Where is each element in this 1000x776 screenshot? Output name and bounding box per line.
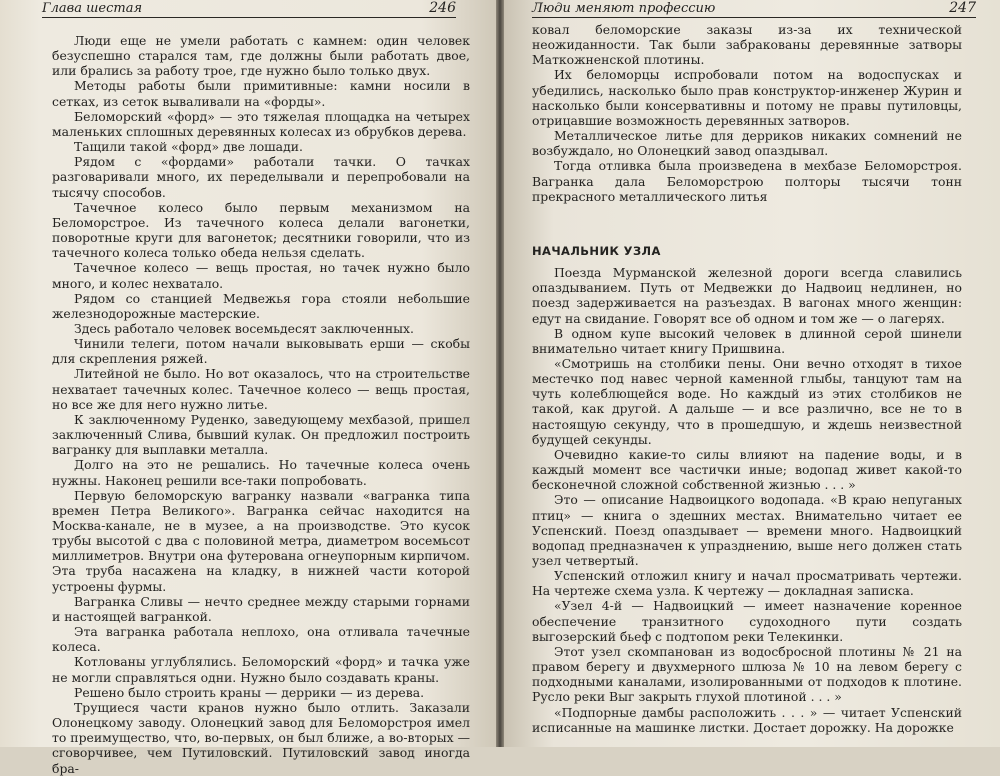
paragraph: «Узел 4-й — Надвоицкий — имеет назначение коренное обеспечение транзитного судоходного пути создать выгозерский бьеф с подтопом реки Телекинки. bbox=[532, 598, 962, 644]
paragraph: В одном купе высокий человек в длинной серой шинели внимательно читает книгу Пришвина. bbox=[532, 325, 962, 356]
left-page-number: 246 bbox=[429, 0, 456, 16]
right-chapter-title: Люди меняют профессию bbox=[532, 1, 716, 16]
paragraph: Их беломорцы испробовали потом на водоспусках и убедились, насколько было прав конструктор-инженер Журин и насколько были консервативны и потому не правы путиловцы, отрицавшие возможность деревянных затворов. bbox=[532, 67, 962, 128]
paragraph: Решено было строить краны — деррики — из дерева. bbox=[74, 684, 425, 700]
section-heading: НАЧАЛЬНИК УЗЛА bbox=[532, 243, 661, 258]
paragraph: Беломорский «форд» — это тяжелая площадка на четырех маленьких сплошных деревянных колесах из обрубков дерева. bbox=[52, 108, 470, 139]
paragraph: Металлическое литье для дерриков никаких сомнений не возбуждало, но Олонецкий завод опаздывал. bbox=[532, 128, 962, 159]
paragraph: Методы работы были примитивные: камни носили в сетках, из сеток вываливали на «форды». bbox=[52, 78, 470, 109]
paragraph: Люди еще не умели работать с камнем: один человек безуспешно старался там, где должны были работать двое, или брались за работу трое, где нужно было только двух. bbox=[52, 33, 470, 79]
left-running-head bbox=[42, 0, 456, 18]
paragraph: Тащили такой «форд» две лошади. bbox=[74, 139, 303, 155]
paragraph: Тогда отливка была произведена в мехбазе Беломорстроя. Вагранка дала Беломорстрою полторы тысячи тонн прекрасного металлического литья bbox=[532, 158, 962, 204]
paragraph: Поезда Мурманской железной дороги всегда славились опаздыванием. Путь от Медвежки до Надвоиц недлинен, но поезд задерживается на разъездах. В вагонах много женщин: едут на свидание. Говорят все об одном и том же — о лагерях. bbox=[532, 265, 962, 326]
right-page bbox=[504, 0, 1000, 747]
right-page-number: 247 bbox=[949, 0, 976, 16]
right-running-head bbox=[532, 0, 976, 18]
paragraph: «Смотришь на столбики пены. Они вечно отходят в тихое местечко под навес черной каменной глыбы, танцуют там на чуть колеблющейся воде. Но каждый из этих столбиков не такой, как другой. А дальше — и все различно, все не то в настоящую секунду, что в прошедшую, и ждешь неизвестной будущей секунды. bbox=[532, 355, 962, 447]
paragraph: Трущиеся части кранов нужно было отлить. Заказали Олонецкому заводу. Олонецкий завод для Беломорстроя имел то преимущество, что, во-первых, он был ближе, а во-вторых — сговорчивее, чем Путиловский. Путиловский завод иногда бра- bbox=[52, 699, 470, 776]
paragraph: Котлованы углублялись. Беломорский «форд» и тачка уже не могли справляться одни. Нужно было создавать краны. bbox=[52, 654, 470, 685]
paragraph: Очевидно какие-то силы влияют на падение воды, и в каждый момент все частички иные; водопад живет какой-то бесконечной сложной собственной жизнью . . . » bbox=[532, 446, 962, 493]
paragraph: Эта вагранка работала неплохо, она отливала тачечные колеса. bbox=[52, 624, 470, 655]
paragraph: Тачечное колесо — вещь простая, но тачек нужно было много, и колес нехватало. bbox=[52, 260, 470, 291]
paragraph: Это — описание Надвоицкого водопада. «В краю непуганых птиц» — книга о здешних местах. Внимательно читает ее Успенский. Поезд опаздывает — времени много. Надвоицкий водопад предназначен к упразднению, выше него должен стать узел четвертый. bbox=[532, 492, 962, 568]
paragraph: Рядом с «фордами» работали тачки. О тачках разговаривали много, их переделывали и перепробовали на тысячу способов. bbox=[52, 154, 470, 200]
paragraph: Тачечное колесо было первым механизмом на Беломорстрое. Из тачечного колеса делали вагонетки, поворотные круги для вагонеток; десятники говорили, что из тачечного колеса только обеда нельзя сделать. bbox=[52, 199, 470, 261]
paragraph: ковал беломорские заказы из-за их технической неожиданности. Так были забракованы деревянные затворы Маткожненской плотины. bbox=[532, 22, 962, 68]
book-gutter bbox=[496, 0, 504, 747]
right-body-text bbox=[532, 22, 962, 735]
paragraph: Здесь работало человек восемьдесят заключенных. bbox=[74, 320, 414, 336]
paragraph: Первую беломорскую вагранку назвали «вагранка типа времен Петра Великого». Вагранка сейчас находится на Москва-канале, не в музее, а на производстве. Это кусок трубы высотой с два с половиной метра, диаметром восемьсот миллиметров. Внутри она футерована огнеупорным кирпичом. Эта труба насажена на кладку, в нижней части которой устроены фурмы. bbox=[52, 487, 470, 594]
paragraph: Долго на это не решались. Но тачечные колеса очень нужны. Наконец решили все-таки попробовать. bbox=[52, 457, 470, 488]
paragraph: Чинили телеги, потом начали выковывать ерши — скобы для скрепления ряжей. bbox=[52, 336, 470, 367]
paragraph: К заключенному Руденко, заведующему мехбазой, пришел заключенный Слива, бывший кулак. Он предложил построить вагранку для выплавки металла. bbox=[52, 411, 470, 458]
left-page bbox=[0, 0, 496, 776]
left-chapter-title: Глава шестая bbox=[42, 1, 143, 16]
paragraph: Рядом со станцией Медвежья гора стояли небольшие железнодорожные мастерские. bbox=[52, 290, 470, 321]
paragraph: Этот узел скомпанован из водосбросной плотины № 21 на правом берегу и двухмерного шлюза № 10 на левом берегу с подходными каналами, изолированными от подходов к плотине. Русло реки Выг закрыть глухой плотиной . . . » bbox=[532, 643, 962, 705]
paragraph: «Подпорные дамбы расположить . . . » — читает Успенский исписанные на машинке листки. Достает дорожку. На дорожке bbox=[532, 704, 962, 735]
paragraph: Литейной не было. Но вот оказалось, что на строительстве нехватает тачечных колес. Тачечное колесо — вещь простая, но все же для него нужно литье. bbox=[52, 366, 470, 412]
paragraph: Успенский отложил книгу и начал просматривать чертежи. На чертеже схема узла. К чертежу — докладная записка. bbox=[532, 568, 962, 599]
paragraph: Вагранка Сливы — нечто среднее между старыми горнами и настоящей вагранкой. bbox=[52, 593, 470, 624]
left-body-text bbox=[52, 33, 470, 776]
